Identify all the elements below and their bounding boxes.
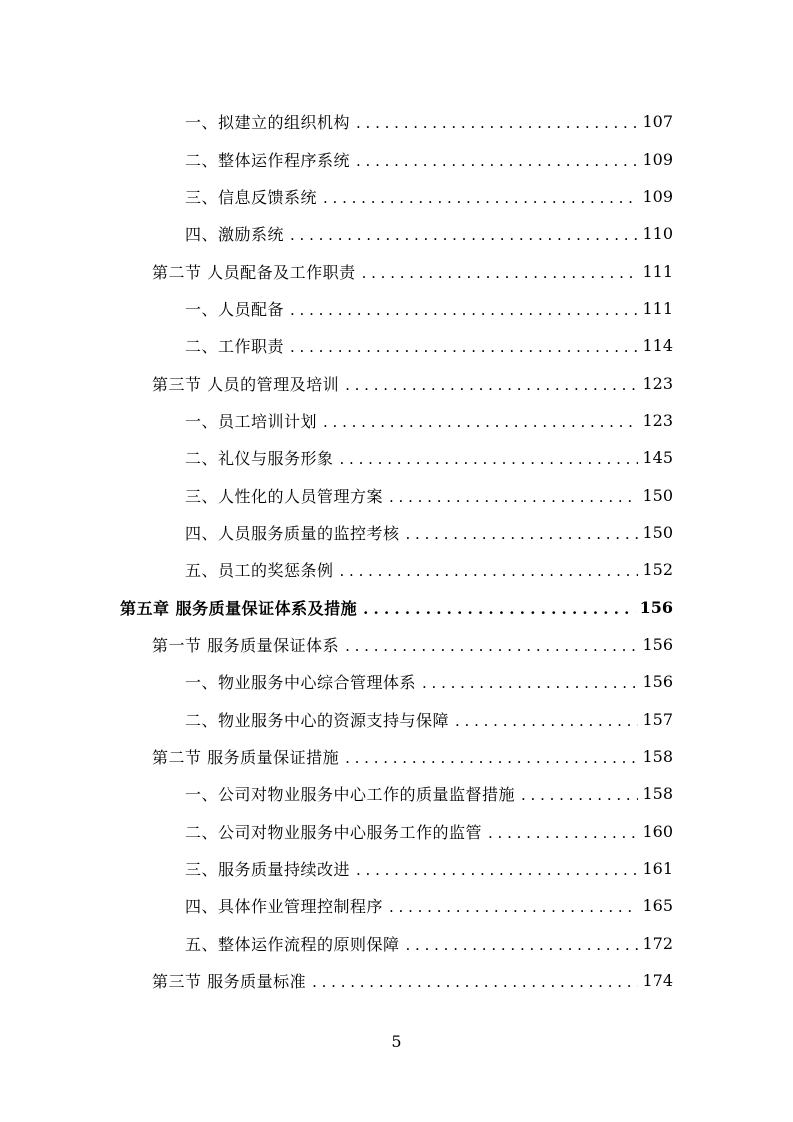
toc-entry-label: 三、信息反馈系统 [185, 187, 318, 207]
toc-entry-label: 五、员工的奖惩条例 [185, 561, 334, 581]
dot-leader [488, 826, 638, 841]
toc-entry-label: 第二节 人员配备及工作职责 [152, 262, 356, 282]
dot-leader [323, 191, 638, 206]
dot-leader [356, 116, 638, 131]
toc-entry-label: 四、人员服务质量的监控考核 [185, 523, 400, 543]
toc-entry-page: 161 [642, 859, 673, 879]
toc-entry[interactable] [0, 514, 793, 551]
toc-entry[interactable] [0, 140, 793, 177]
toc-entry[interactable] [0, 663, 793, 700]
toc-entry-label: 三、服务质量持续改进 [185, 860, 351, 880]
toc-entry-page: 111 [642, 261, 673, 281]
page-number: 5 [391, 1032, 402, 1051]
toc-entry[interactable] [0, 850, 793, 887]
toc-entry[interactable] [0, 701, 793, 738]
toc-entry-label: 五、整体运作流程的原则保障 [185, 934, 400, 954]
toc-entry-page: 156 [642, 672, 673, 692]
toc-entry[interactable] [0, 178, 793, 215]
dot-leader [422, 676, 638, 691]
dot-leader [356, 154, 638, 169]
toc-entry[interactable] [0, 402, 793, 439]
dot-leader [389, 900, 638, 915]
toc-entry-label: 二、公司对物业服务中心服务工作的监管 [185, 822, 483, 842]
toc-entry-label: 四、具体作业管理控制程序 [185, 897, 384, 917]
dot-leader [455, 714, 638, 729]
toc-entry-page: 114 [642, 336, 673, 356]
dot-leader [345, 751, 638, 766]
toc-entry[interactable] [0, 103, 793, 140]
dot-leader [345, 378, 638, 393]
toc-entry-label: 二、礼仪与服务形象 [185, 449, 334, 469]
toc-entry-label: 第三节 人员的管理及培训 [152, 374, 340, 394]
toc-entry[interactable] [0, 252, 793, 289]
dot-leader [323, 415, 638, 430]
toc-entry-page: 174 [642, 971, 673, 991]
toc-entry-label: 第二节 服务质量保证措施 [152, 748, 340, 768]
toc-entry-page: 160 [642, 821, 673, 841]
toc-entry[interactable] [0, 962, 793, 999]
toc-entry-page: 150 [642, 522, 673, 542]
toc-entry[interactable] [0, 290, 793, 327]
toc-entry-label: 一、拟建立的组织机构 [185, 113, 351, 133]
toc-entry[interactable] [0, 364, 793, 401]
toc-entry-page: 145 [642, 448, 673, 468]
toc-entry-page: 157 [642, 709, 673, 729]
toc-entry-page: 150 [642, 485, 673, 505]
dot-leader [290, 303, 638, 318]
dot-leader [389, 490, 638, 505]
toc-entry-page: 123 [642, 373, 673, 393]
dot-leader [312, 975, 638, 990]
toc-entry[interactable] [0, 775, 793, 812]
dot-leader [363, 602, 636, 617]
toc-entry[interactable] [0, 551, 793, 588]
dot-leader [406, 527, 639, 542]
toc-entry-page: 111 [642, 298, 673, 318]
dot-leader [340, 564, 639, 579]
toc-entry-page: 110 [642, 224, 673, 244]
toc-entry-label: 第三节 服务质量标准 [152, 972, 307, 992]
toc-entry-page: 152 [642, 560, 673, 580]
toc-entry-page: 156 [639, 597, 673, 617]
dot-leader [340, 452, 639, 467]
toc-entry-label: 一、人员配备 [185, 299, 285, 319]
toc-entry[interactable] [0, 738, 793, 775]
toc-entry-page: 158 [642, 784, 673, 804]
toc-entry-label: 一、员工培训计划 [185, 411, 318, 431]
toc-entry-label: 四、激励系统 [185, 225, 285, 245]
toc-entry-label: 第五章 服务质量保证体系及措施 [120, 598, 358, 618]
toc-entry[interactable] [0, 626, 793, 663]
toc-entry-label: 三、人性化的人员管理方案 [185, 486, 384, 506]
toc-entry-page: 123 [642, 410, 673, 430]
toc-entry-page: 109 [642, 149, 673, 169]
dot-leader [521, 788, 638, 803]
toc-entry[interactable] [0, 327, 793, 364]
dot-leader [345, 639, 638, 654]
toc-entry[interactable] [0, 439, 793, 476]
toc-entry[interactable] [0, 925, 793, 962]
toc-entry-page: 109 [642, 186, 673, 206]
toc-entry-label: 一、物业服务中心综合管理体系 [185, 673, 417, 693]
dot-leader [290, 340, 638, 355]
table-of-contents [0, 103, 793, 999]
dot-leader [362, 266, 639, 281]
toc-entry-chapter[interactable] [0, 588, 793, 625]
toc-entry[interactable] [0, 476, 793, 513]
toc-entry[interactable] [0, 813, 793, 850]
toc-entry-label: 二、工作职责 [185, 337, 285, 357]
toc-entry-label: 一、公司对物业服务中心工作的质量监督措施 [185, 785, 516, 805]
toc-entry[interactable] [0, 215, 793, 252]
dot-leader [290, 228, 638, 243]
dot-leader [406, 938, 639, 953]
toc-entry-page: 107 [642, 112, 673, 132]
toc-entry-label: 二、物业服务中心的资源支持与保障 [185, 710, 450, 730]
dot-leader [356, 863, 638, 878]
toc-entry-page: 158 [642, 747, 673, 767]
toc-entry-page: 165 [642, 896, 673, 916]
toc-entry-label: 第一节 服务质量保证体系 [152, 635, 340, 655]
toc-entry-page: 156 [642, 634, 673, 654]
toc-entry[interactable] [0, 887, 793, 924]
toc-entry-page: 172 [642, 933, 673, 953]
toc-entry-label: 二、整体运作程序系统 [185, 150, 351, 170]
